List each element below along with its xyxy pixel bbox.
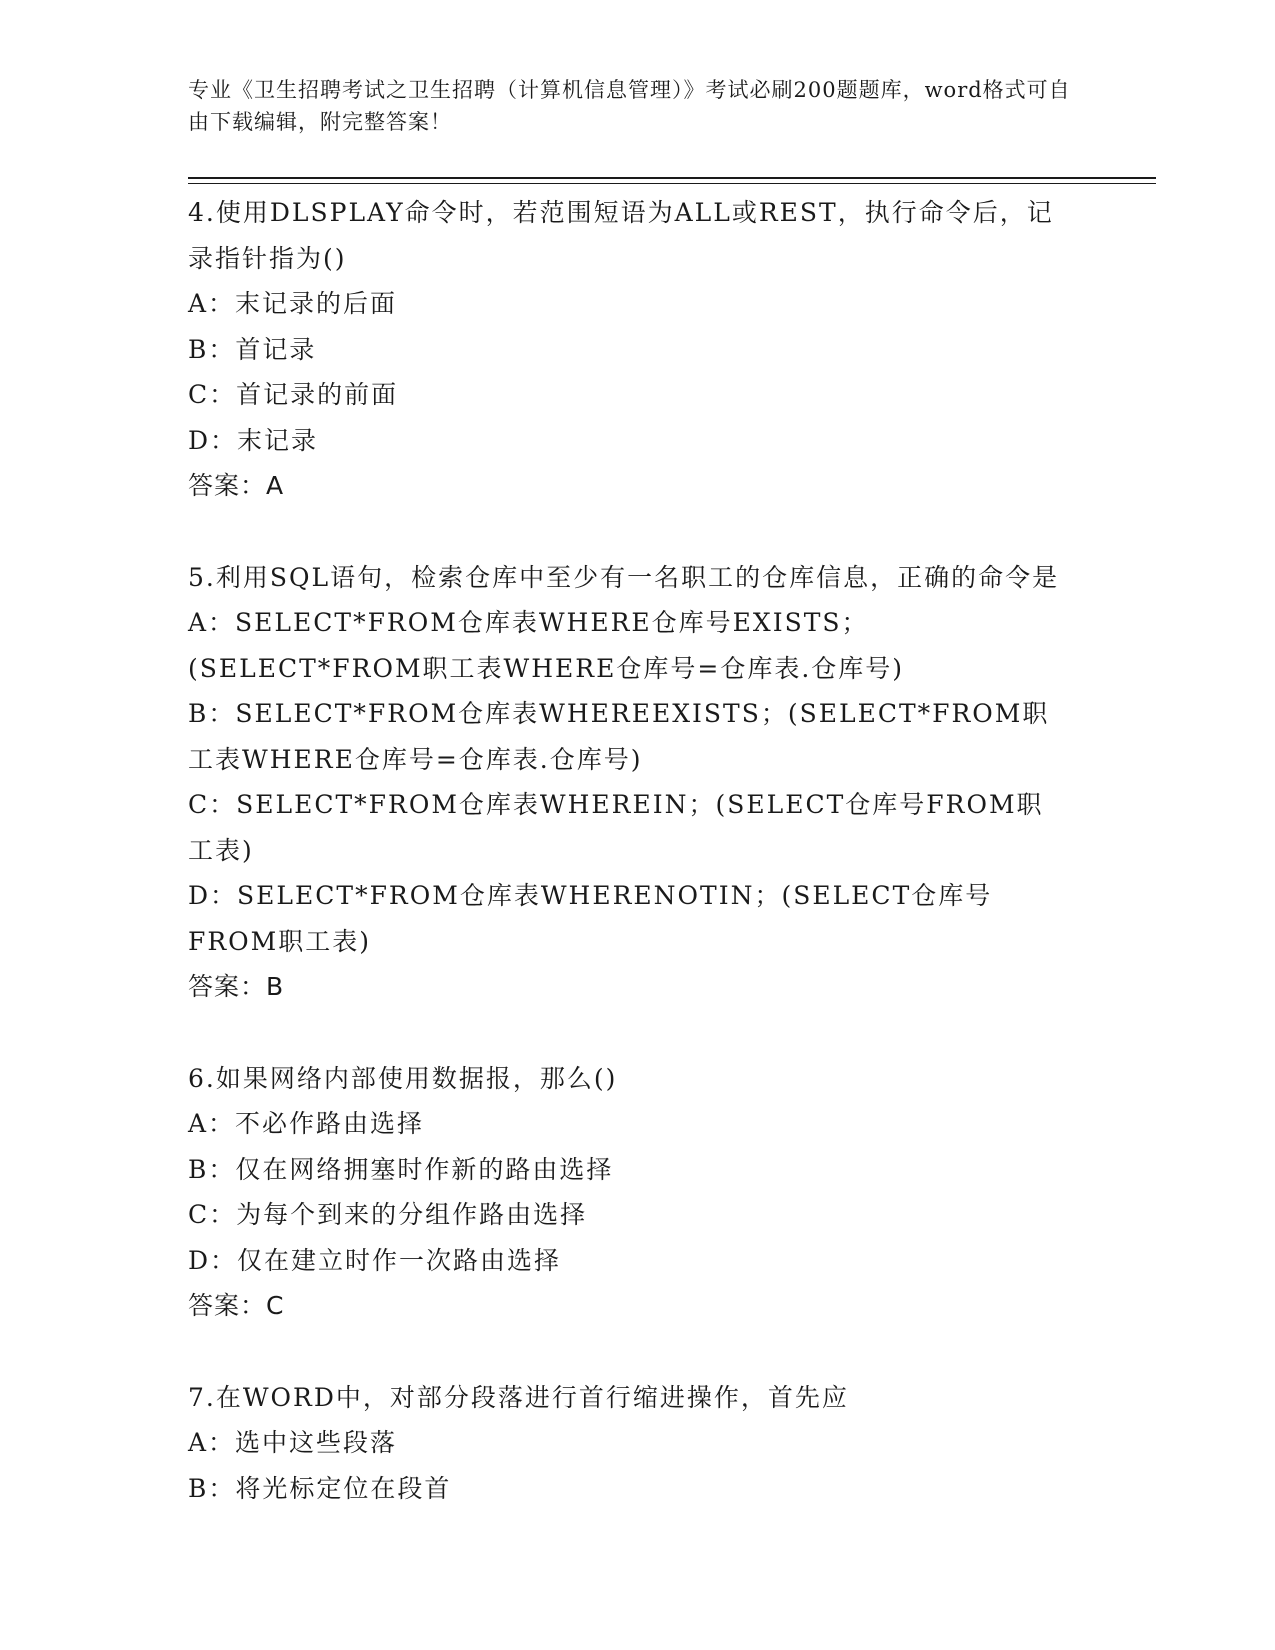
question-stem: 4.使用DLSPLAY命令时，若范围短语为ALL或REST，执行命令后，记录指针指为()	[188, 198, 1054, 273]
option-b: B：SELECT*FROM仓库表WHEREEXISTS；(SELECT*FROM职工表WHERE仓库号=仓库表.仓库号)	[188, 699, 1050, 774]
option-a: A：不必作路由选择	[188, 1109, 425, 1138]
question-stem: 6.如果网络内部使用数据报，那么()	[188, 1063, 618, 1093]
question-4	[188, 190, 1068, 509]
option-b: B：仅在网络拥塞时作新的路由选择	[188, 1154, 614, 1184]
answer-label: 答案：A	[188, 471, 285, 500]
option-c: C：首记录的前面	[188, 380, 399, 409]
header-divider-thick	[188, 177, 1156, 179]
answer-label: 答案：B	[188, 972, 285, 1001]
question-7	[188, 1375, 1068, 1512]
option-b: B：首记录	[188, 334, 317, 364]
document-header: 专业《卫生招聘考试之卫生招聘（计算机信息管理）》考试必刷200题题库，word格式可自由下载编辑，附完整答案！	[188, 78, 1071, 134]
header-divider-thin	[188, 183, 1156, 184]
option-a: A：选中这些段落	[188, 1428, 398, 1457]
option-a: A：末记录的后面	[188, 289, 398, 318]
option-d: D：SELECT*FROM仓库表WHERENOTIN；(SELECT仓库号FROM职工表)	[188, 881, 993, 956]
question-5	[188, 555, 1068, 1010]
option-b: B：将光标定位在段首	[188, 1473, 452, 1503]
option-a: A：SELECT*FROM仓库表WHERE仓库号EXISTS；(SELECT*FROM职工表WHERE仓库号=仓库表.仓库号)	[188, 608, 905, 683]
option-d: D：末记录	[188, 425, 319, 455]
question-list	[188, 190, 1068, 1557]
answer-label: 答案：C	[188, 1291, 285, 1320]
question-stem: 5.利用SQL语句，检索仓库中至少有一名职工的仓库信息，正确的命令是	[188, 562, 1060, 592]
option-d: D：仅在建立时作一次路由选择	[188, 1245, 562, 1275]
question-stem: 7.在WORD中，对部分段落进行首行缩进操作，首先应	[188, 1382, 849, 1412]
option-c: C：SELECT*FROM仓库表WHEREIN；(SELECT仓库号FROM职工表)	[188, 790, 1044, 865]
option-c: C：为每个到来的分组作路由选择	[188, 1200, 588, 1229]
question-6	[188, 1056, 1068, 1329]
